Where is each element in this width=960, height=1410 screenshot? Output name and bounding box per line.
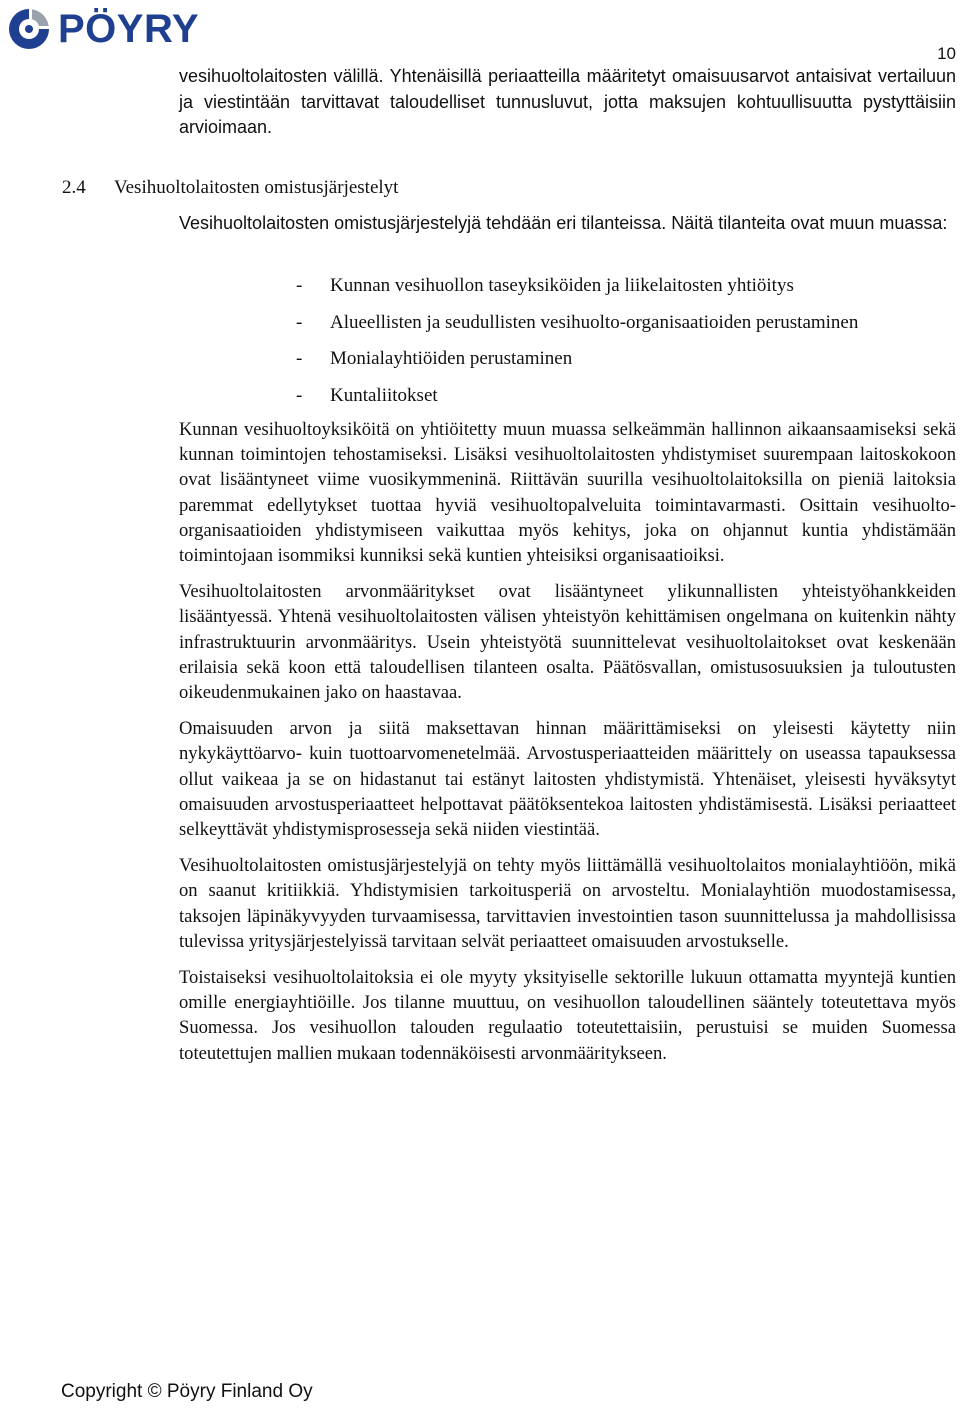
logo-wordmark: PÖYRY [58, 7, 200, 51]
section-number: 2.4 [62, 177, 86, 198]
company-logo [6, 6, 199, 52]
bullet-marker: - [296, 275, 303, 296]
footer-copyright: Copyright © Pöyry Finland Oy [61, 1381, 313, 1402]
body-paragraph: Omaisuuden arvon ja siitä maksettavan hinnan määrittämiseksi on yleisesti käytetty niin nykykäyttöarvo- kuin tuottoarvomenetelmää. Arvostusperiaatteiden määrittely on useassa tapauksessa ollut vaikeaa ja se on hidastanut tai estänyt laitosten yhdistymistä. Yhtenäiset, yleisesti hyväksytyt omaisuuden arvostusperiaatteet helpottavat päätöksentekoa laitosten yhdistämisestä. Lisäksi periaatteet selkeyttävät yhdistymisprosesseja sekä niiden viestintää. [179, 718, 956, 841]
list-item [296, 378, 858, 415]
list-item-text: Monialayhtiöiden perustaminen [330, 348, 573, 369]
section-title: Vesihuoltolaitosten omistusjärjestelyt [114, 177, 399, 198]
page-number: 10 [937, 44, 956, 63]
body-paragraph: Toistaiseksi vesihuoltolaitoksia ei ole myyty yksityiselle sektorille lukuun ottamatta myyntejä kuntien omille energiayhtiöille. Jos tilanne muuttuu, on vesihuollon taloudellinen sääntely toteutettava myös Suomessa. Jos vesihuollon talouden regulaatio toteutettaisiin, perustuisi se muiden Suomessa toteutettujen mallien mukaan todennäköisesti arvonmääritykseen. [179, 967, 956, 1064]
section-heading [62, 176, 398, 200]
body-paragraph: Vesihuoltolaitosten omistusjärjestelyjä on tehty myös liittämällä vesihuoltolaitos monialayhtiöön, mikä on saanut kritiikkiä. Yhdistymisien tarkoitusperiä on arvosteltu. Monialayhtiön muodostamisessa, taksojen läpinäkyvyyden turvaamisessa, tarvittavien investointien tason suunnittelussa ja mahdollisissa tulevissa yritysjärjestelyissä tarvitaan selvät periaatteet omaisuuden arvostukselle. [179, 855, 956, 952]
body-text [179, 417, 956, 1077]
intro-paragraph: vesihuoltolaitosten välillä. Yhtenäisillä periaatteilla määritetyt omaisuusarvot antaisivat vertailuun ja viestintään tarvittavat taloudelliset tunnusluvut, jotta maksujen kohtuullisuutta pystyttäisiin arvioimaan. [179, 66, 956, 137]
poyry-logo-icon [6, 6, 52, 52]
bullet-marker: - [296, 348, 303, 369]
bullet-marker: - [296, 311, 303, 333]
list-item-text: Alueellisten ja seudullisten vesihuolto-organisaatioiden perustaminen [330, 311, 859, 333]
bullet-list [296, 268, 858, 414]
list-item [296, 341, 858, 378]
bullet-marker: - [296, 384, 303, 406]
body-paragraph: Vesihuoltolaitosten arvonmääritykset ovat lisääntyneet ylikunnallisten yhteistyöhankkeiden lisääntyessä. Yhtenä vesihuoltolaitosten välisen yhteistyön kehittämisen ongelmana on kuitenkin nähty infrastruktuurin arvonmääritys. Usein yhteistyötä suunnittelevat vesihuoltolaitokset ovat keskenään erilaisia sekä koon että taloudellisen tilanteen osalta. Päätösvallan, omistusosuuksien ja tuloutusten oikeudenmukainen jako on haastavaa. [179, 581, 956, 704]
list-item-text: Kuntaliitokset [330, 384, 438, 406]
body-paragraph: Kunnan vesihuoltoyksiköitä on yhtiöitetty muun muassa selkeämmän hallinnon aikaansaamiseksi sekä kunnan toimintojen tehostamiseksi. Lisäksi vesihuoltolaitosten yhdistymiset suurempaan laitoskokoon ovat lisääntyneet viime vuosikymmeninä. Riittävän suurilla vesihuoltolaitoksilla on pieniä laitoksia paremmat edellytykset tuottaa hyviä vesihuoltopalveluita toimintavarmasti. Osittain vesihuolto-organisaatioiden yhdistymiseen vaikuttaa myös kehitys, joka on ohjannut kuntia yhdistämään toimintojaan isommiksi kunniksi sekä kuntien yhteisiksi organisaatioiksi. [179, 419, 956, 567]
list-item-text: Kunnan vesihuollon taseyksiköiden ja liikelaitosten yhtiöitys [330, 275, 794, 296]
list-item [296, 305, 858, 342]
list-item [296, 268, 858, 305]
lead-paragraph: Vesihuoltolaitosten omistusjärjestelyjä tehdään eri tilanteissa. Näitä tilanteita ovat muun muassa: [179, 213, 948, 233]
